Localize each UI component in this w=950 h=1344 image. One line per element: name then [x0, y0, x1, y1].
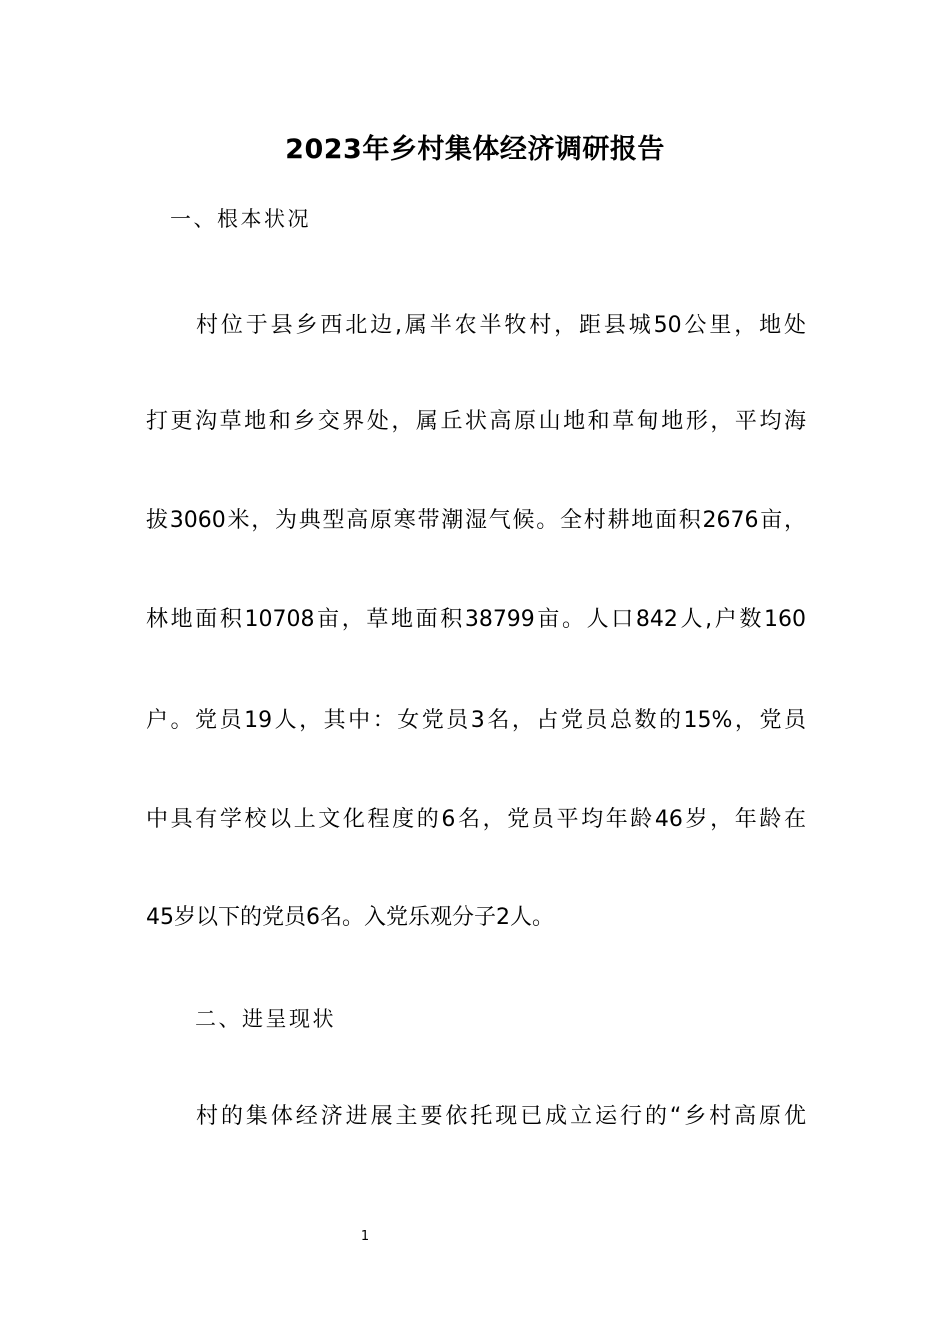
paragraph-line: 拔3060米，为典型高原寒带潮湿气候。全村耕地面积2676亩， — [146, 508, 806, 533]
paragraph-line: 打更沟草地和乡交界处，属丘状高原山地和草甸地形，平均海 — [146, 409, 806, 434]
section-heading-basic-situation: 一、根本状况 — [170, 207, 311, 231]
paragraph-line: 中具有学校以上文化程度的6名，党员平均年龄46岁，年龄在 — [146, 807, 806, 832]
section-heading-current-progress: 二、进呈现状 — [195, 1007, 336, 1031]
paragraph-line: 村位于县乡西北边,属半农半牧村，距县城50公里，地处 — [196, 313, 806, 338]
page-number: 1 — [360, 1229, 370, 1244]
paragraph-line: 村的集体经济进展主要依托现已成立运行的“乡村高原优 — [196, 1104, 806, 1129]
paragraph-line: 林地面积10708亩，草地面积38799亩。人口842人,户数160 — [146, 607, 806, 632]
paragraph-line: 户。党员19人，其中：女党员3名，占党员总数的15%，党员 — [146, 708, 806, 733]
paragraph-line: 45岁以下的党员6名。入党乐观分子2人。 — [146, 905, 554, 930]
document-title: 2023年乡村集体经济调研报告 — [285, 134, 665, 165]
